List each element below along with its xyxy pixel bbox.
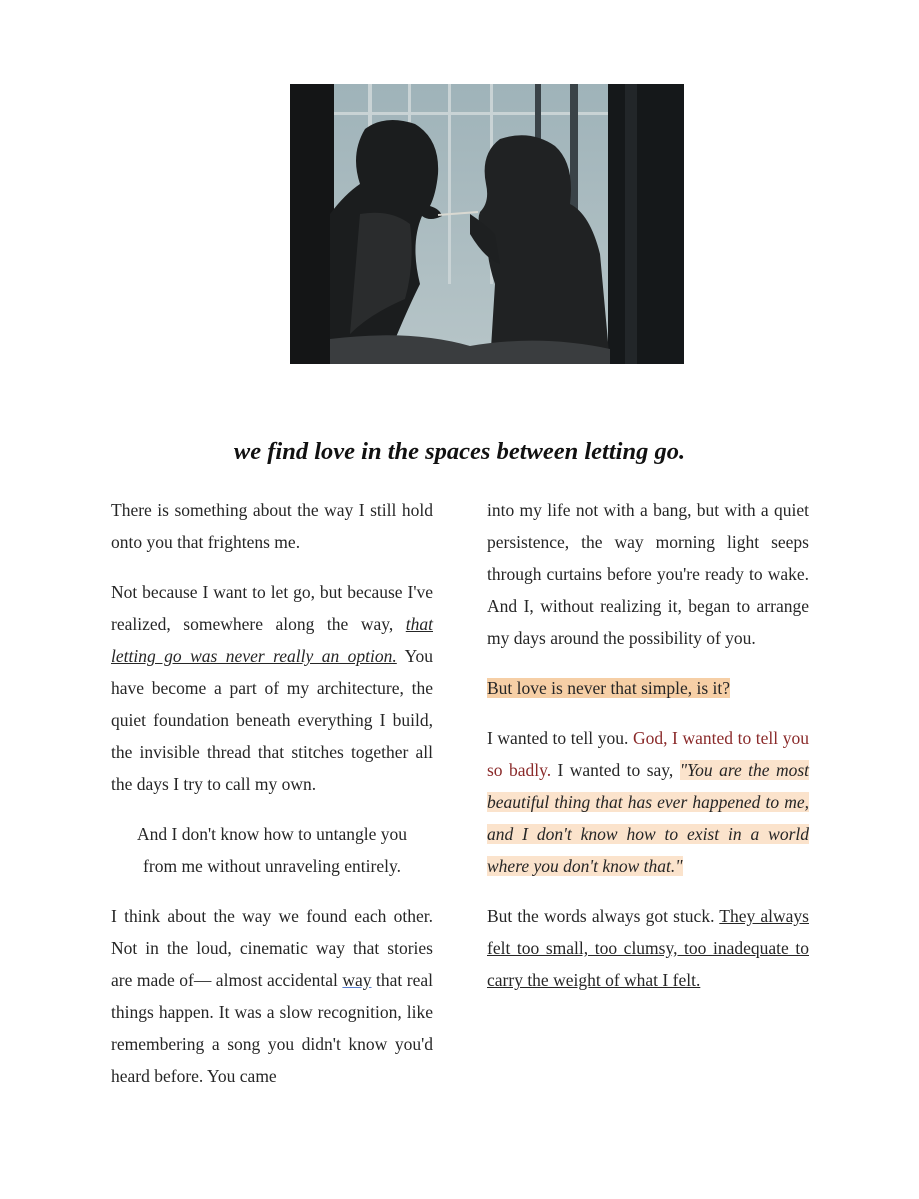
paragraph-text: But the words always got stuck.: [487, 906, 720, 926]
photo-two-silhouettes-icon: [290, 84, 684, 364]
underlined-italic-phrase: that letting go was never really an option.: [111, 614, 433, 666]
centered-paragraph: [111, 818, 433, 882]
paragraph: [487, 900, 809, 996]
left-column: [111, 494, 433, 1110]
paragraph: [487, 672, 809, 704]
paragraph: [111, 900, 433, 1092]
paragraph: [487, 494, 809, 654]
paragraph-text: that real things happen. It was a slow recognition, like remembering a song you didn't know you'd heard before. You came: [111, 970, 433, 1086]
paragraph-text: into my life not with a bang, but with a quiet persistence, the way morning light seeps through curtains before you're ready to wake. And I, without realizing it, began to arrange my days around the possibility of you.: [487, 500, 809, 648]
paragraph-text: I think about the way we found each other. Not in the loud, cinematic way that stories are made of— almost accidental: [111, 906, 433, 990]
paragraph-text: You have become a part of my architecture, the quiet foundation beneath everything I build, the invisible thread that stitches together all the days I try to call my own.: [111, 646, 433, 794]
right-column: [487, 494, 809, 1014]
spellcheck-underlined-word: way: [342, 970, 372, 990]
red-phrase: God, I wanted to tell you so badly.: [487, 728, 810, 780]
paragraph-text: There is something about the way I still hold onto you that frightens me.: [111, 500, 433, 552]
paragraph: [487, 722, 809, 882]
photo-two-silhouettes: [290, 84, 684, 364]
paragraph: [111, 576, 433, 800]
highlighted-quote: "You are the most beautiful thing that has ever happened to me, and I don't know how to exist in a world where you don't know that.": [487, 760, 810, 876]
paragraph-text: I wanted to tell you.: [487, 728, 633, 748]
paragraph-text: And I don't know how to untangle you from me without unraveling entirely.: [136, 824, 407, 876]
underlined-phrase: They always felt too small, too clumsy, too inadequate to carry the weight of what I felt.: [487, 906, 809, 990]
highlighted-sentence: But love is never that simple, is it?: [487, 678, 731, 698]
page-title: we find love in the spaces between letting go.: [233, 438, 686, 465]
paragraph-text: I wanted to say,: [551, 760, 680, 780]
paragraph-text: Not because I want to let go, but because I've realized, somewhere along the way,: [111, 582, 433, 634]
paragraph: [111, 494, 433, 558]
